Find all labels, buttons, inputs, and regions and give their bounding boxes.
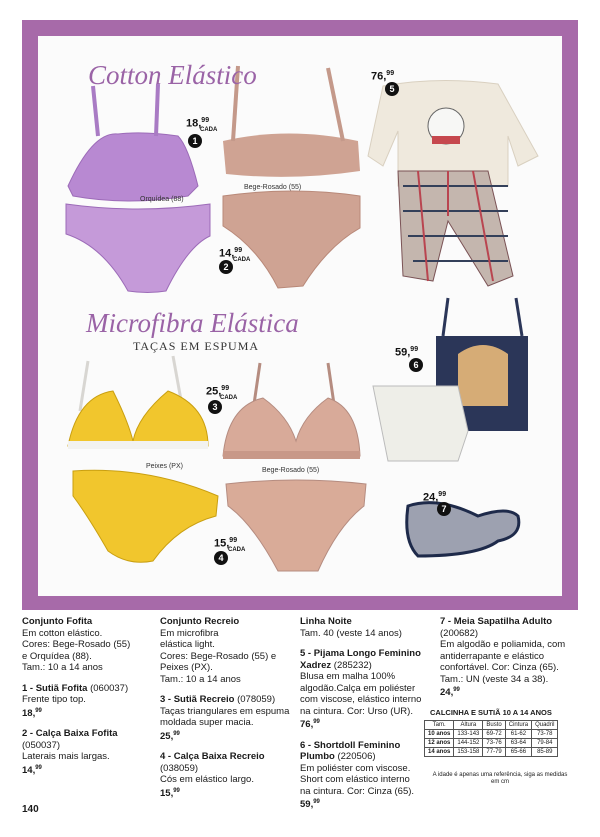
pijama-xadrez — [368, 80, 538, 286]
text-line: Tam. 40 (veste 14 anos) — [300, 627, 402, 639]
item-7-title: 7 - Meia Sapatilha Adulto — [440, 616, 553, 627]
text-line: moldada super macia. — [160, 717, 254, 728]
size-table-header: Tam. — [425, 721, 454, 730]
text-line: Frente tipo top. — [22, 694, 86, 705]
price-tag-6: 59,99 — [395, 346, 419, 359]
text-line: Em algodão e poliamida, com — [440, 639, 566, 650]
item-number-5: 5 — [385, 82, 399, 96]
text-line: Taças triangulares em espuma — [160, 705, 290, 717]
heading-cotton: Cotton Elástico — [88, 60, 257, 90]
price-tag-4: 15,99 CADA — [214, 537, 246, 553]
size-table-header: Busto — [483, 721, 505, 730]
size-table-note: A idade é apenas uma referência, siga as medidas em cm — [432, 772, 568, 785]
text-line: Em poliéster com viscose. — [300, 762, 411, 774]
sutia-recreio-peixes — [68, 356, 208, 449]
label-bege-1: Bege-Rosado (55) — [244, 184, 302, 191]
calca-fofita-orquidea — [66, 204, 210, 293]
text-line: elástica light. — [160, 639, 215, 650]
item-2-price: 14,99 — [22, 764, 42, 776]
column-fofita — [22, 616, 157, 776]
text-line: Tam.: 10 a 14 anos — [22, 662, 103, 673]
text-line: Cores: Bege-Rosado (55) — [22, 639, 131, 650]
text-line: na cintura. Cor: Cinza (65). — [300, 785, 415, 797]
heading-tacas: TAÇAS EM ESPUMA — [133, 339, 260, 353]
sutia-recreio-bege — [223, 363, 360, 459]
item-number-2: 2 — [219, 260, 233, 274]
label-bege-2: Bege-Rosado (55) — [262, 467, 320, 474]
column-meia — [440, 616, 585, 699]
text-line: e Orquídea (88). — [22, 650, 92, 662]
column-linha-noite — [300, 616, 438, 811]
text-line: Laterais mais largas. — [22, 751, 110, 763]
text-line: Tam.: 10 a 14 anos — [160, 673, 241, 685]
meia-sapatilha — [407, 503, 519, 556]
title-linha-noite: Linha Noite — [300, 616, 352, 627]
item-number-4: 4 — [214, 551, 228, 565]
item-4-title: 4 - Calça Baixa Recreio — [160, 751, 265, 763]
calca-fofita-bege — [223, 191, 360, 288]
item-6-title: 6 - Shortdoll Feminino — [300, 739, 401, 751]
text-line: Cores: Bege-Rosado (55) e — [160, 650, 277, 662]
item-5-title: 5 - Pijama Longo Feminino — [300, 648, 421, 659]
table-row: 14 anos 153-158 77-79 65-66 85-89 — [425, 748, 558, 757]
item-6-title-2: Plumbo (220506) — [300, 751, 376, 763]
text-line: na cintura. Cor: Urso (UR). — [300, 705, 413, 717]
page-number: 140 — [22, 804, 39, 815]
text-line: com viscose, elástico interno — [300, 694, 422, 705]
text-line: Blusa em malha 100% — [300, 671, 396, 682]
item-3-price: 25,99 — [160, 730, 180, 742]
item-5-price: 76,99 — [300, 719, 320, 731]
text-line: Em microfibra — [160, 627, 219, 639]
text-line: Tam.: UN (veste 34 a 38). — [440, 673, 549, 685]
text-line: Short com elástico interno — [300, 774, 410, 786]
item-6-price: 59,99 — [300, 799, 320, 811]
label-peixes: Peixes (PX) — [146, 463, 183, 470]
heading-microfibra: Microfibra Elástica — [86, 308, 299, 338]
item-number-1: 1 — [188, 134, 202, 148]
calca-recreio-peixes — [73, 470, 218, 562]
column-recreio — [160, 616, 300, 799]
text-line: Peixes (PX). — [160, 662, 213, 673]
text-line: (200682) — [440, 627, 479, 639]
item-number-3: 3 — [208, 400, 222, 414]
text-line: (038059) — [160, 762, 199, 774]
item-7-price: 24,99 — [440, 687, 460, 699]
text-line: algodão.Calça em poliéster — [300, 682, 416, 694]
label-orquidea: Orquídea (88) — [140, 196, 184, 203]
item-number-6: 6 — [409, 358, 423, 372]
text-line: confortável. Cor: Cinza (65). — [440, 662, 559, 673]
price-tag-1: 18,99 CADA — [186, 117, 218, 133]
title-conjunto-recreio: Conjunto Recreio — [160, 616, 240, 627]
item-4-price: 15,99 — [160, 787, 180, 799]
table-row: 10 anos 133-143 69-72 61-62 73-78 — [425, 730, 558, 739]
text-line: antiderrapante e elástico — [440, 650, 545, 662]
size-table-header: Quadril — [532, 721, 558, 730]
size-table-header: Altura — [454, 721, 483, 730]
item-1-price: 18,99 — [22, 707, 42, 719]
text-line: (050037) — [22, 739, 61, 751]
item-5-title-2: Xadrez (285232) — [300, 659, 372, 671]
text-line: Em cotton elástico. — [22, 627, 103, 639]
size-table-header: Cintura — [505, 721, 531, 730]
item-3-title: 3 - Sutiã Recreio (078059) — [160, 694, 276, 705]
size-table-title: CALCINHA E SUTIÃ 10 A 14 ANOS — [430, 708, 552, 717]
price-tag-7: 24,99 — [423, 491, 447, 504]
size-table — [424, 720, 558, 757]
shortdoll-plumbo — [373, 298, 528, 461]
calca-recreio-bege — [226, 480, 366, 571]
price-tag-3: 25,99 CADA — [206, 385, 238, 401]
item-1-title: 1 - Sutiã Fofita (060037) — [22, 682, 129, 694]
price-tag-2: 14,99 CADA — [219, 247, 251, 263]
price-tag-5: 76,99 — [371, 70, 395, 83]
item-number-7: 7 — [437, 502, 451, 516]
sutia-fofita-orquidea — [68, 84, 198, 201]
table-row: 12 anos 144-152 73-76 63-64 79-84 — [425, 739, 558, 748]
title-conjunto-fofita: Conjunto Fofita — [22, 616, 93, 627]
text-line: Cós em elástico largo. — [160, 774, 254, 786]
item-2-title: 2 - Calça Baixa Fofita — [22, 728, 118, 740]
